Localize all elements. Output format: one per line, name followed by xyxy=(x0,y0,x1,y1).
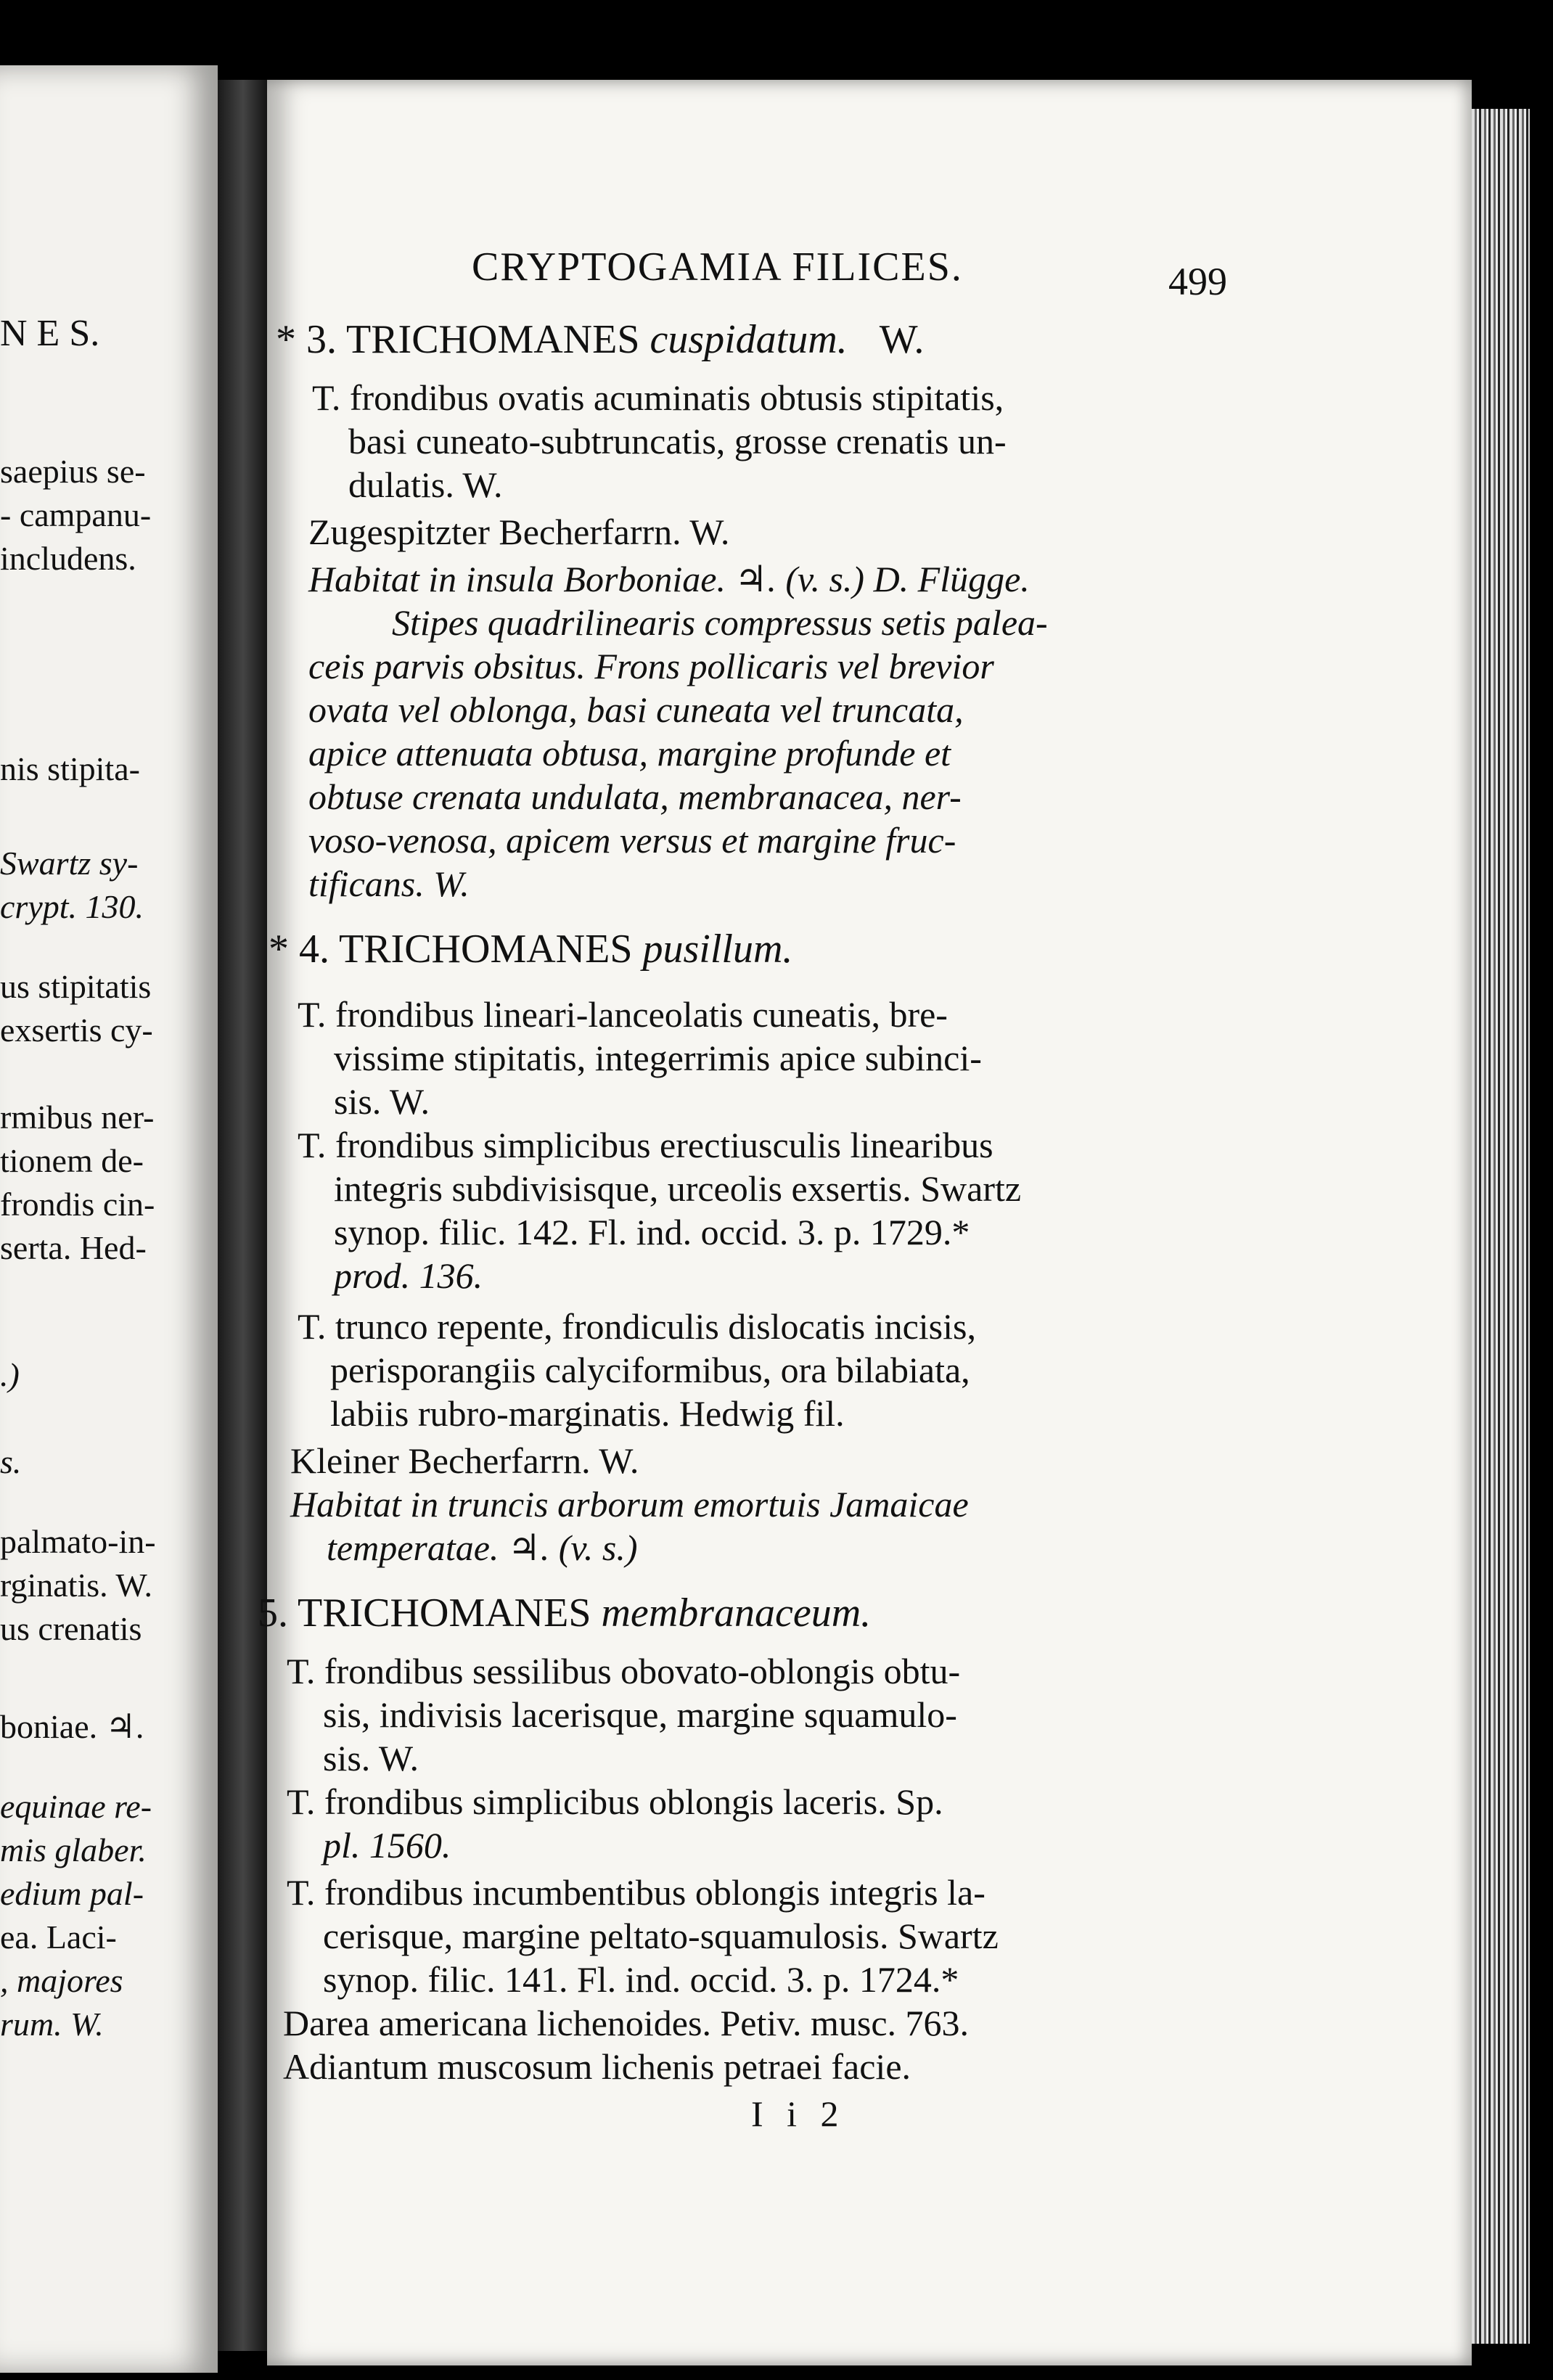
entry-line: Habitat in insula Borboniae. ♃. (v. s.) D. Flügge. xyxy=(308,559,1030,599)
entry-line: T. frondibus lineari-lanceolatis cuneatis, bre- xyxy=(298,994,948,1035)
entry-line: dulatis. W. xyxy=(348,464,503,505)
left-fragment: mis glaber. xyxy=(0,1831,147,1868)
book-gutter xyxy=(218,80,269,2351)
entry-marker: * 3. xyxy=(276,317,337,362)
entry-line: T. frondibus simplicibus oblongis laceris. Sp. xyxy=(287,1781,943,1822)
left-fragment: edium pal- xyxy=(0,1875,144,1912)
signature-mark: I i 2 xyxy=(751,2093,846,2134)
left-fragment: .) xyxy=(0,1356,20,1393)
entry-line: integris subdivisisque, urceolis exsertis. Swartz xyxy=(334,1168,1022,1209)
species-name: membranaceum. xyxy=(601,1591,872,1636)
left-fragment: saepius se- xyxy=(0,453,146,490)
entry-line: sis, indivisis lacerisque, margine squamulo- xyxy=(323,1694,957,1735)
entry-heading xyxy=(276,319,924,360)
page-number: 499 xyxy=(1168,260,1227,303)
entry-line: pl. 1560. xyxy=(323,1825,451,1866)
entry-line: tificans. W. xyxy=(308,863,470,904)
left-fragment: exsertis cy- xyxy=(0,1012,153,1049)
entry-line: voso-venosa, apicem versus et margine fruc- xyxy=(308,820,956,861)
left-fragment: crypt. 130. xyxy=(0,888,144,925)
entry-line: labiis rubro-marginatis. Hedwig fil. xyxy=(330,1393,845,1434)
left-fragment: serta. Hed- xyxy=(0,1229,147,1266)
left-fragment: , majores xyxy=(0,1962,123,1999)
entry-heading xyxy=(269,927,793,972)
genus-name: TRICHOMANES xyxy=(339,927,633,972)
entry-line: temperatae. ♃. (v. s.) xyxy=(327,1527,638,1568)
left-fragment: palmato-in- xyxy=(0,1523,156,1560)
entry-line: sis. W. xyxy=(334,1081,430,1122)
entry-line: obtuse crenata undulata, membranacea, ner- xyxy=(308,776,962,817)
entry-line: T. frondibus incumbentibus oblongis integris la- xyxy=(287,1872,986,1913)
left-fragment: equinae re- xyxy=(0,1788,152,1825)
entry-line: Adiantum muscosum lichenis petraei facie. xyxy=(283,2046,911,2087)
entry-line: ovata vel oblonga, basi cuneata vel truncata, xyxy=(308,689,964,730)
species-name: pusillum. xyxy=(642,927,793,972)
left-fragment: us stipitatis xyxy=(0,968,152,1005)
left-fragment: boniae. ♃. xyxy=(0,1708,144,1745)
entry-line: T. frondibus sessilibus obovato-oblongis obtu- xyxy=(287,1651,961,1691)
author-abbrev: W. xyxy=(879,317,925,362)
left-fragment: rginatis. W. xyxy=(0,1567,153,1604)
left-fragment: ea. Laci- xyxy=(0,1919,117,1956)
entry-marker: * 4. xyxy=(269,927,329,972)
page-edges xyxy=(1472,109,1530,2344)
left-fragment: tionem de- xyxy=(0,1142,144,1179)
entry-line: T. frondibus simplicibus erectiusculis linearibus xyxy=(298,1125,993,1165)
entry-heading xyxy=(258,1591,872,1636)
entry-line: Stipes quadrilinearis compressus setis palea- xyxy=(392,602,1048,643)
left-facing-page xyxy=(0,65,218,2373)
entry-line: basi cuneato-subtruncatis, grosse crenatis un- xyxy=(348,421,1007,461)
species-name: cuspidatum. xyxy=(650,317,848,362)
entry-line: Darea americana lichenoides. Petiv. musc. 763. xyxy=(283,2003,970,2043)
entry-line: Habitat in truncis arborum emortuis Jamaicae xyxy=(290,1484,969,1525)
entry-line: synop. filic. 141. Fl. ind. occid. 3. p. 1724.* xyxy=(323,1959,959,2000)
entry-line: T. trunco repente, frondiculis dislocatis incisis, xyxy=(298,1306,976,1347)
left-fragment: rum. W. xyxy=(0,2006,104,2043)
left-fragment: s. xyxy=(0,1443,22,1480)
left-fragment: Swartz sy- xyxy=(0,845,139,882)
entry-marker: 5. xyxy=(258,1591,288,1636)
left-fragment: N E S. xyxy=(0,313,100,354)
entry-line: synop. filic. 142. Fl. ind. occid. 3. p. 1729.* xyxy=(334,1212,970,1252)
left-fragment: rmibus ner- xyxy=(0,1099,155,1136)
genus-name: TRICHOMANES xyxy=(346,317,640,362)
genus-name: TRICHOMANES xyxy=(298,1591,591,1636)
left-fragment: frondis cin- xyxy=(0,1186,155,1223)
entry-line: perisporangiis calyciformibus, ora bilabiata, xyxy=(330,1350,970,1390)
entry-line: prod. 136. xyxy=(334,1255,483,1296)
left-fragment: nis stipita- xyxy=(0,750,140,787)
entry-line: apice attenuata obtusa, margine profunde et xyxy=(308,733,951,774)
entry-line: sis. W. xyxy=(323,1738,419,1778)
entry-line: Zugespitzter Becherfarrn. W. xyxy=(308,512,730,552)
entry-line: vissime stipitatis, integerrimis apice subinci- xyxy=(334,1038,982,1078)
running-head: CRYPTOGAMIA FILICES. xyxy=(472,245,963,290)
entry-line: ceis parvis obsitus. Frons pollicaris vel brevior xyxy=(308,646,994,686)
entry-line: Kleiner Becherfarrn. W. xyxy=(290,1440,639,1481)
left-fragment: includens. xyxy=(0,540,136,577)
entry-line: cerisque, margine peltato-squamulosis. Swartz xyxy=(323,1916,999,1956)
left-fragment: us crenatis xyxy=(0,1610,142,1647)
left-fragment: - campanu- xyxy=(0,496,152,533)
entry-line: T. frondibus ovatis acuminatis obtusis stipitatis, xyxy=(312,377,1004,418)
